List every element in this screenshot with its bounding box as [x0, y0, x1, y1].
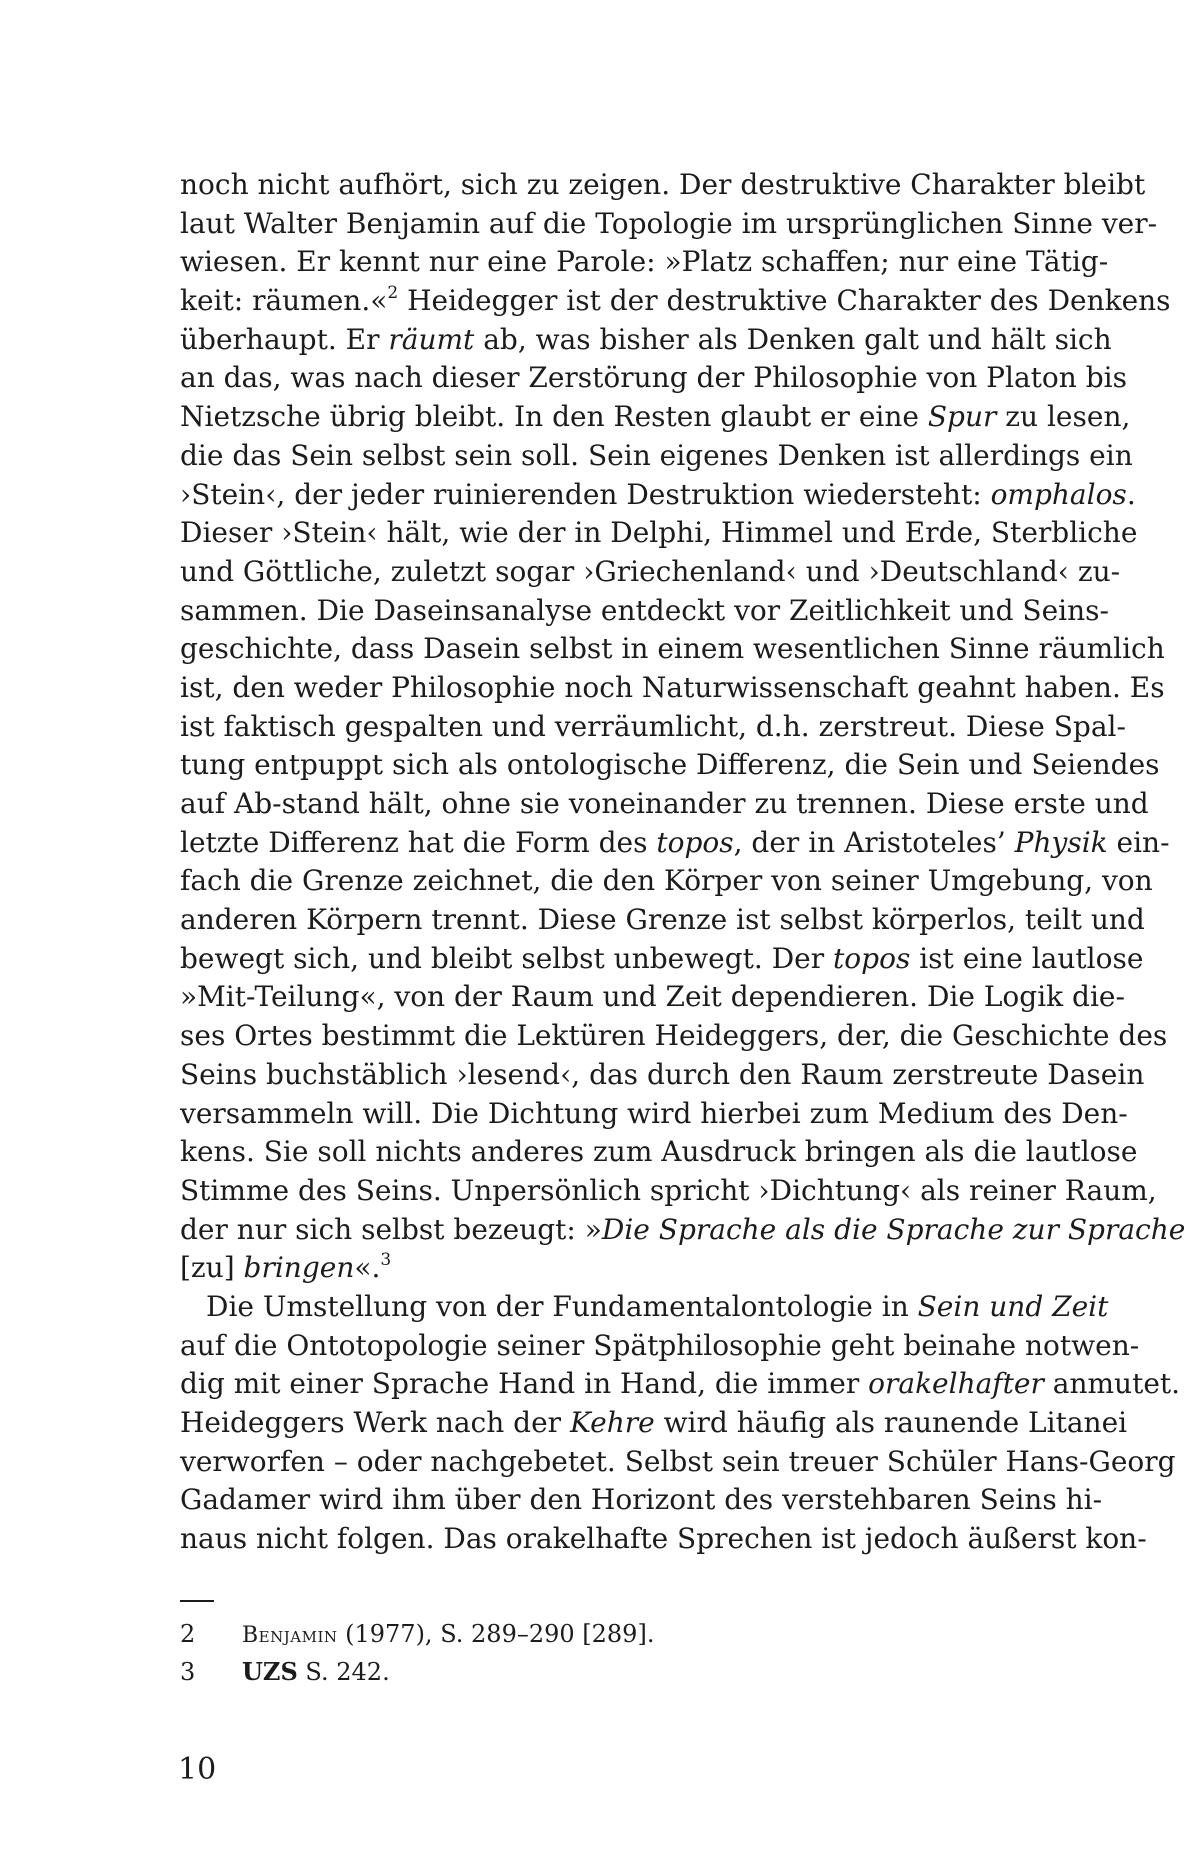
text-run: laut Walter Benjamin auf die Topologie im ursprünglichen Sinne ver-: [180, 206, 1158, 240]
text-line: [180, 321, 1112, 360]
abbreviation: UZS: [242, 1657, 298, 1686]
italic-text: Die Sprache als die Sprache zur Sprache: [601, 1212, 1186, 1246]
text-run: an das, was nach dieser Zerstörung der Philosophie von Platon bis: [180, 361, 1127, 395]
text-line: [180, 824, 1170, 863]
text-run: verworfen – oder nachgebetet. Selbst sein treuer Schüler Hans-Georg: [180, 1444, 1176, 1478]
text-run: ab, was bisher als Denken galt und hält sich: [474, 322, 1112, 356]
text-line: [180, 514, 1138, 553]
text-line: [180, 1327, 1140, 1366]
text-line: [180, 398, 1131, 437]
text-line: [180, 1481, 1103, 1520]
text-line: [180, 359, 1127, 398]
page-number: 10: [178, 1752, 217, 1787]
text-line: [180, 592, 1109, 631]
text-run: Die Umstellung von der Fundamentalontologie in: [206, 1289, 918, 1323]
text-run: tung entpuppt sich als ontologische Differenz, die Sein und Seiendes: [180, 748, 1160, 782]
text-line: [180, 669, 1165, 708]
text-run: .: [1126, 477, 1136, 511]
footnote: [180, 1616, 1050, 1654]
italic-text: topos: [656, 825, 734, 859]
text-line: [180, 862, 1153, 901]
text-run: Stimme des Seins. Unpersönlich spricht ›Dichtung‹ als reiner Raum,: [180, 1173, 1157, 1207]
text-run: der nur sich selbst bezeugt: »: [180, 1212, 602, 1246]
text-run: geschichte, dass Dasein selbst in einem wesentlichen Sinne räumlich: [180, 632, 1165, 666]
footnote-text: [242, 1654, 390, 1690]
text-line: [180, 1443, 1176, 1482]
text-run: versammeln will. Die Dichtung wird hierbei zum Medium des Den-: [180, 1096, 1128, 1130]
footnote-number: 2: [180, 1620, 196, 1648]
text-run: die das Sein selbst sein soll. Sein eigenes Denken ist allerdings ein: [180, 438, 1133, 472]
text-run: Gadamer wird ihm über den Horizont des verstehbaren Seins hi-: [180, 1483, 1103, 1517]
text-run: ein-: [1107, 825, 1170, 859]
text-run: Heidegger ist der destruktive Charakter des Denkens: [398, 284, 1171, 318]
italic-text: Sein und Zeit: [917, 1289, 1109, 1323]
text-line: [180, 1249, 1050, 1288]
body-text: [180, 166, 1186, 1559]
text-run: «.: [354, 1251, 381, 1285]
text-line: [180, 940, 1144, 979]
text-line: [180, 1017, 1168, 1056]
text-line: [180, 243, 1109, 282]
text-line: [180, 282, 1171, 321]
footnote: [180, 1654, 1050, 1690]
text-run: [zu]: [180, 1251, 244, 1285]
footnote-divider: [180, 1600, 214, 1602]
footnote-number: 3: [180, 1658, 196, 1686]
text-run: ist faktisch gespalten und verräumlicht, d.h. zerstreut. Diese Spal-: [180, 709, 1126, 743]
text-line: [180, 1056, 1145, 1095]
footnotes: [180, 1616, 1050, 1690]
text-run: anmutet.: [1043, 1367, 1181, 1401]
text-run: ist eine lautlose: [910, 941, 1144, 975]
italic-text: orakelhafter: [868, 1367, 1044, 1401]
text-run: wird häufig als raunende Litanei: [654, 1406, 1128, 1439]
text-line: [180, 476, 1136, 515]
text-run: S. 242.: [297, 1658, 390, 1686]
text-run: »Mit-Teilung«, von der Raum und Zeit dependieren. Die Logik die-: [180, 980, 1125, 1014]
text-run: wiesen. Er kennt nur eine Parole: »Platz schaffen; nur eine Tätig-: [180, 245, 1109, 279]
text-run: zu lesen,: [996, 400, 1131, 434]
italic-text: Kehre: [569, 1406, 655, 1439]
text-run: , der in Aristoteles’: [733, 825, 1015, 859]
text-line: [180, 1211, 1186, 1250]
text-run: ses Ortes bestimmt die Lektüren Heideggers, der, die Geschichte des: [180, 1019, 1168, 1053]
text-line: [180, 1133, 1138, 1172]
text-line: [180, 1095, 1128, 1134]
text-line: [180, 205, 1158, 244]
italic-text: omphalos: [990, 477, 1127, 511]
text-line: [180, 746, 1160, 785]
text-run: ist, den weder Philosophie noch Naturwissenschaft geahnt haben. Es: [180, 670, 1165, 704]
text-run: auf Ab-stand hält, ohne sie voneinander zu trennen. Diese erste und: [180, 787, 1149, 820]
text-run: Nietzsche übrig bleibt. In den Resten glaubt er eine: [180, 400, 928, 434]
text-line: [180, 1520, 1147, 1559]
text-run: fach die Grenze zeichnet, die den Körper von seiner Umgebung, von: [180, 864, 1153, 898]
italic-text: bringen: [243, 1251, 355, 1285]
text-run: noch nicht aufhört, sich zu zeigen. Der destruktive Charakter bleibt: [180, 168, 1146, 201]
text-run: Dieser ›Stein‹ hält, wie der in Delphi, Himmel und Erde, Sterbliche: [180, 516, 1138, 550]
text-line: [180, 630, 1165, 669]
text-run: sammen. Die Daseinsanalyse entdeckt vor Zeitlichkeit und Seins-: [180, 593, 1109, 627]
text-line: [180, 1365, 1181, 1404]
author-name: Benjamin: [242, 1623, 338, 1648]
text-run: auf die Ontotopologie seiner Spätphilosophie geht beinahe notwen-: [180, 1328, 1140, 1362]
text-run: bewegt sich, und bleibt selbst unbewegt. Der: [180, 941, 834, 975]
text-line: [180, 978, 1125, 1017]
text-run: kens. Sie soll nichts anderes zum Ausdruck bringen als die lautlose: [180, 1135, 1138, 1169]
italic-text: topos: [833, 941, 911, 975]
text-run: und Göttliche, zuletzt sogar ›Griechenland‹ und ›Deutschland‹ zu-: [180, 554, 1121, 588]
text-line: [180, 1404, 1128, 1443]
footnote-reference: 3: [380, 1250, 392, 1271]
footnote-text: [242, 1616, 654, 1654]
text-line: [180, 1172, 1157, 1211]
text-line: [180, 785, 1149, 824]
text-run: Seins buchstäblich ›lesend‹, das durch den Raum zerstreute Dasein: [180, 1057, 1145, 1091]
italic-text: Spur: [927, 400, 997, 434]
text-line: [180, 553, 1121, 592]
text-run: letzte Differenz hat die Form des: [180, 825, 657, 859]
footnote-reference: 2: [387, 283, 399, 304]
text-run: keit: räumen.«: [180, 284, 388, 318]
text-run: Heideggers Werk nach der: [180, 1406, 570, 1439]
text-run: anderen Körpern trennt. Diese Grenze ist selbst körperlos, teilt und: [180, 903, 1145, 937]
text-run: naus nicht folgen. Das orakelhafte Sprechen ist jedoch äußerst kon-: [180, 1522, 1147, 1556]
text-line: [180, 708, 1126, 747]
text-line: [180, 1288, 1109, 1327]
text-line: [180, 437, 1133, 476]
text-run: (1977), S. 289–290 [289].: [337, 1620, 655, 1648]
italic-text: Physik: [1014, 825, 1108, 859]
italic-text: räumt: [388, 322, 475, 356]
text-line: [180, 901, 1145, 940]
text-line: [180, 166, 1146, 205]
text-run: überhaupt. Er: [180, 322, 389, 356]
text-run: dig mit einer Sprache Hand in Hand, die immer: [180, 1367, 869, 1401]
text-run: ›Stein‹, der jeder ruinierenden Destruktion wiedersteht:: [180, 477, 991, 511]
